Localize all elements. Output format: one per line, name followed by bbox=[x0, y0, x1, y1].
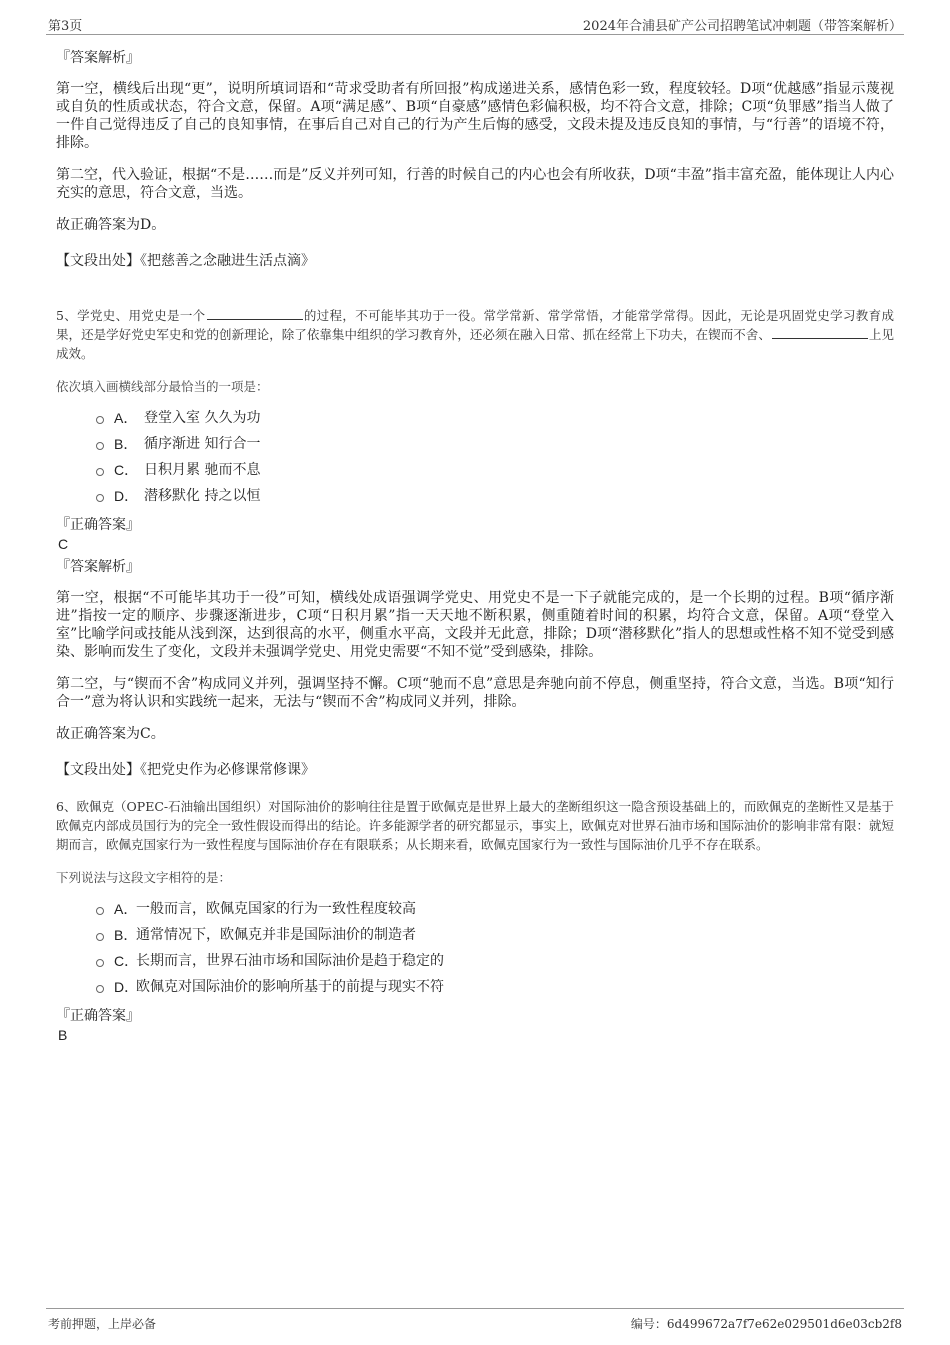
radio-icon[interactable] bbox=[96, 907, 104, 915]
fill-blank bbox=[772, 326, 868, 339]
correct-answer-heading: 『正确答案』 bbox=[56, 517, 140, 533]
radio-icon[interactable] bbox=[96, 933, 104, 941]
radio-icon[interactable] bbox=[96, 494, 104, 502]
option-letter: C． bbox=[114, 462, 139, 478]
option-d[interactable] bbox=[96, 483, 894, 509]
option-letter: D． bbox=[114, 488, 139, 504]
option-letter: B． bbox=[114, 927, 138, 943]
source-citation: 【文段出处】《把慈善之念融进生活点滴》 bbox=[56, 253, 315, 269]
document-code: 编号：6d499672a7f7e62e029501d6e03cb2f8 bbox=[630, 1317, 902, 1331]
option-letter: B． bbox=[114, 436, 138, 452]
page-number: 第3页 bbox=[48, 19, 83, 34]
question-6 bbox=[56, 797, 894, 1044]
analysis-paragraph: 第一空，根据“不可能毕其功于一役”可知，横线处成语强调学党史、用党史不是一下子就能完成的，是一个长期的过程。B项“循序渐进”指按一定的顺序、步骤逐渐进步，C项“日积月累”指一天天地不断积累，侧重随着时间的积累，均符合文意，保留。A项“登堂入室”比喻学问或技能从浅到深，达到很高的水平，侧重水平高，文段并无此意，排除；D项“潜移默化”指人的思想或性格不知不觉受到感染、影响而发生了变化，文段并未强调学党史、用党史需要“不知不觉”受到感染，排除。 bbox=[56, 590, 894, 660]
option-letter: A． bbox=[114, 901, 138, 917]
radio-icon[interactable] bbox=[96, 985, 104, 993]
footer-slogan: 考前押题，上岸必备 bbox=[48, 1317, 157, 1331]
source-citation: 【文段出处】《把党史作为必修课常修课》 bbox=[56, 762, 315, 778]
question-stem: 6、欧佩克（OPEC-石油输出国组织）对国际油价的影响往往是置于欧佩克是世界上最大的垄断组织这一隐含预设基础上的，而欧佩克的垄断性又是基于欧佩克内部成员国行为的完全一致性假设而得出的结论。许多能源学者的研究都显示，事实上，欧佩克对世界石油市场和国际油价的影响非常有限：就短期而言，欧佩克国家行为一致性程度与国际油价存在有限联系；从长期来看，欧佩克国家行为一致性与国际油价几乎不存在联系。 bbox=[56, 799, 894, 852]
radio-icon[interactable] bbox=[96, 959, 104, 967]
question-prompt: 依次填入画横线部分最恰当的一项是： bbox=[56, 379, 269, 394]
option-letter: D． bbox=[114, 979, 139, 995]
option-b[interactable] bbox=[96, 922, 894, 948]
option-text: 潜移默化 持之以恒 bbox=[144, 488, 261, 504]
analysis-conclusion: 故正确答案为C。 bbox=[56, 726, 165, 742]
option-d[interactable] bbox=[96, 974, 894, 1000]
radio-icon[interactable] bbox=[96, 468, 104, 476]
question-4-analysis bbox=[56, 48, 894, 270]
option-text: 长期而言，世界石油市场和国际油价是趋于稳定的 bbox=[136, 953, 444, 969]
radio-icon[interactable] bbox=[96, 442, 104, 450]
radio-icon[interactable] bbox=[96, 416, 104, 424]
option-list bbox=[96, 896, 894, 1000]
analysis-paragraph: 第一空，横线后出现“更”，说明所填词语和“苛求受助者有所回报”构成递进关系，感情色彩一致，程度较轻。D项“优越感”指显示蔑视或自负的性质或状态，符合文意，保留。A项“满足感”、B项“自豪感”感情色彩偏积极，均不符合文意，排除；C项“负罪感”指当人做了一件自己觉得违反了自己的良知事情，在事后自己对自己的行为产生后悔的感受，文段未提及违反良知的事情，与“行善”的语境不符，排除。 bbox=[56, 81, 894, 151]
option-letter: A． bbox=[114, 410, 138, 426]
stem-part: 上见成效。 bbox=[56, 327, 894, 361]
correct-answer: C bbox=[58, 536, 69, 552]
page-header bbox=[46, 12, 904, 35]
page-content bbox=[56, 44, 894, 1046]
fill-blank bbox=[207, 307, 303, 320]
option-b[interactable] bbox=[96, 431, 894, 457]
stem-part: 的过程，不可能毕其功于一役。常学常新、常学常悟，才能常学常得。因此，无论是巩固党史学习教育成果，还是学好党史军史和党的创新理论，除了依靠集中组织的学习教育外，还必须在融入日常、抓在经常上下功夫，在锲而不舍、 bbox=[56, 308, 894, 342]
option-text: 欧佩克对国际油价的影响所基于的前提与现实不符 bbox=[136, 979, 444, 995]
question-prompt: 下列说法与这段文字相符的是： bbox=[56, 870, 232, 885]
stem-part: 5、学党史、用党史是一个 bbox=[56, 308, 206, 323]
option-text: 循序渐进 知行合一 bbox=[144, 436, 261, 452]
option-c[interactable] bbox=[96, 948, 894, 974]
analysis-conclusion: 故正确答案为D。 bbox=[56, 217, 166, 233]
option-text: 登堂入室 久久为功 bbox=[144, 410, 261, 426]
option-list bbox=[96, 405, 894, 509]
option-text: 通常情况下，欧佩克并非是国际油价的制造者 bbox=[136, 927, 416, 943]
option-c[interactable] bbox=[96, 457, 894, 483]
question-5 bbox=[56, 306, 894, 779]
option-a[interactable] bbox=[96, 405, 894, 431]
option-text: 日积月累 驰而不息 bbox=[144, 462, 261, 478]
analysis-paragraph: 第二空，代入验证，根据“不是……而是”反义并列可知，行善的时候自己的内心也会有所收获，D项“丰盈”指丰富充盈，能体现让人内心充实的意思，符合文意，当选。 bbox=[56, 167, 894, 201]
document-title: 2024年合浦县矿产公司招聘笔试冲刺题（带答案解析） bbox=[582, 19, 902, 34]
page-footer bbox=[46, 1308, 904, 1331]
correct-answer: B bbox=[58, 1027, 68, 1043]
option-text: 一般而言，欧佩克国家的行为一致性程度较高 bbox=[136, 901, 416, 917]
option-letter: C． bbox=[114, 953, 139, 969]
analysis-heading: 『答案解析』 bbox=[56, 50, 140, 66]
analysis-heading: 『答案解析』 bbox=[56, 559, 140, 575]
analysis-paragraph: 第二空，与“锲而不舍”构成同义并列，强调坚持不懈。C项“驰而不息”意思是奔驰向前不停息，侧重坚持，符合文意，当选。B项“知行合一”意为将认识和实践统一起来，无法与“锲而不舍”构成同义并列，排除。 bbox=[56, 676, 894, 710]
question-stem bbox=[56, 306, 894, 363]
option-a[interactable] bbox=[96, 896, 894, 922]
correct-answer-heading: 『正确答案』 bbox=[56, 1008, 140, 1024]
